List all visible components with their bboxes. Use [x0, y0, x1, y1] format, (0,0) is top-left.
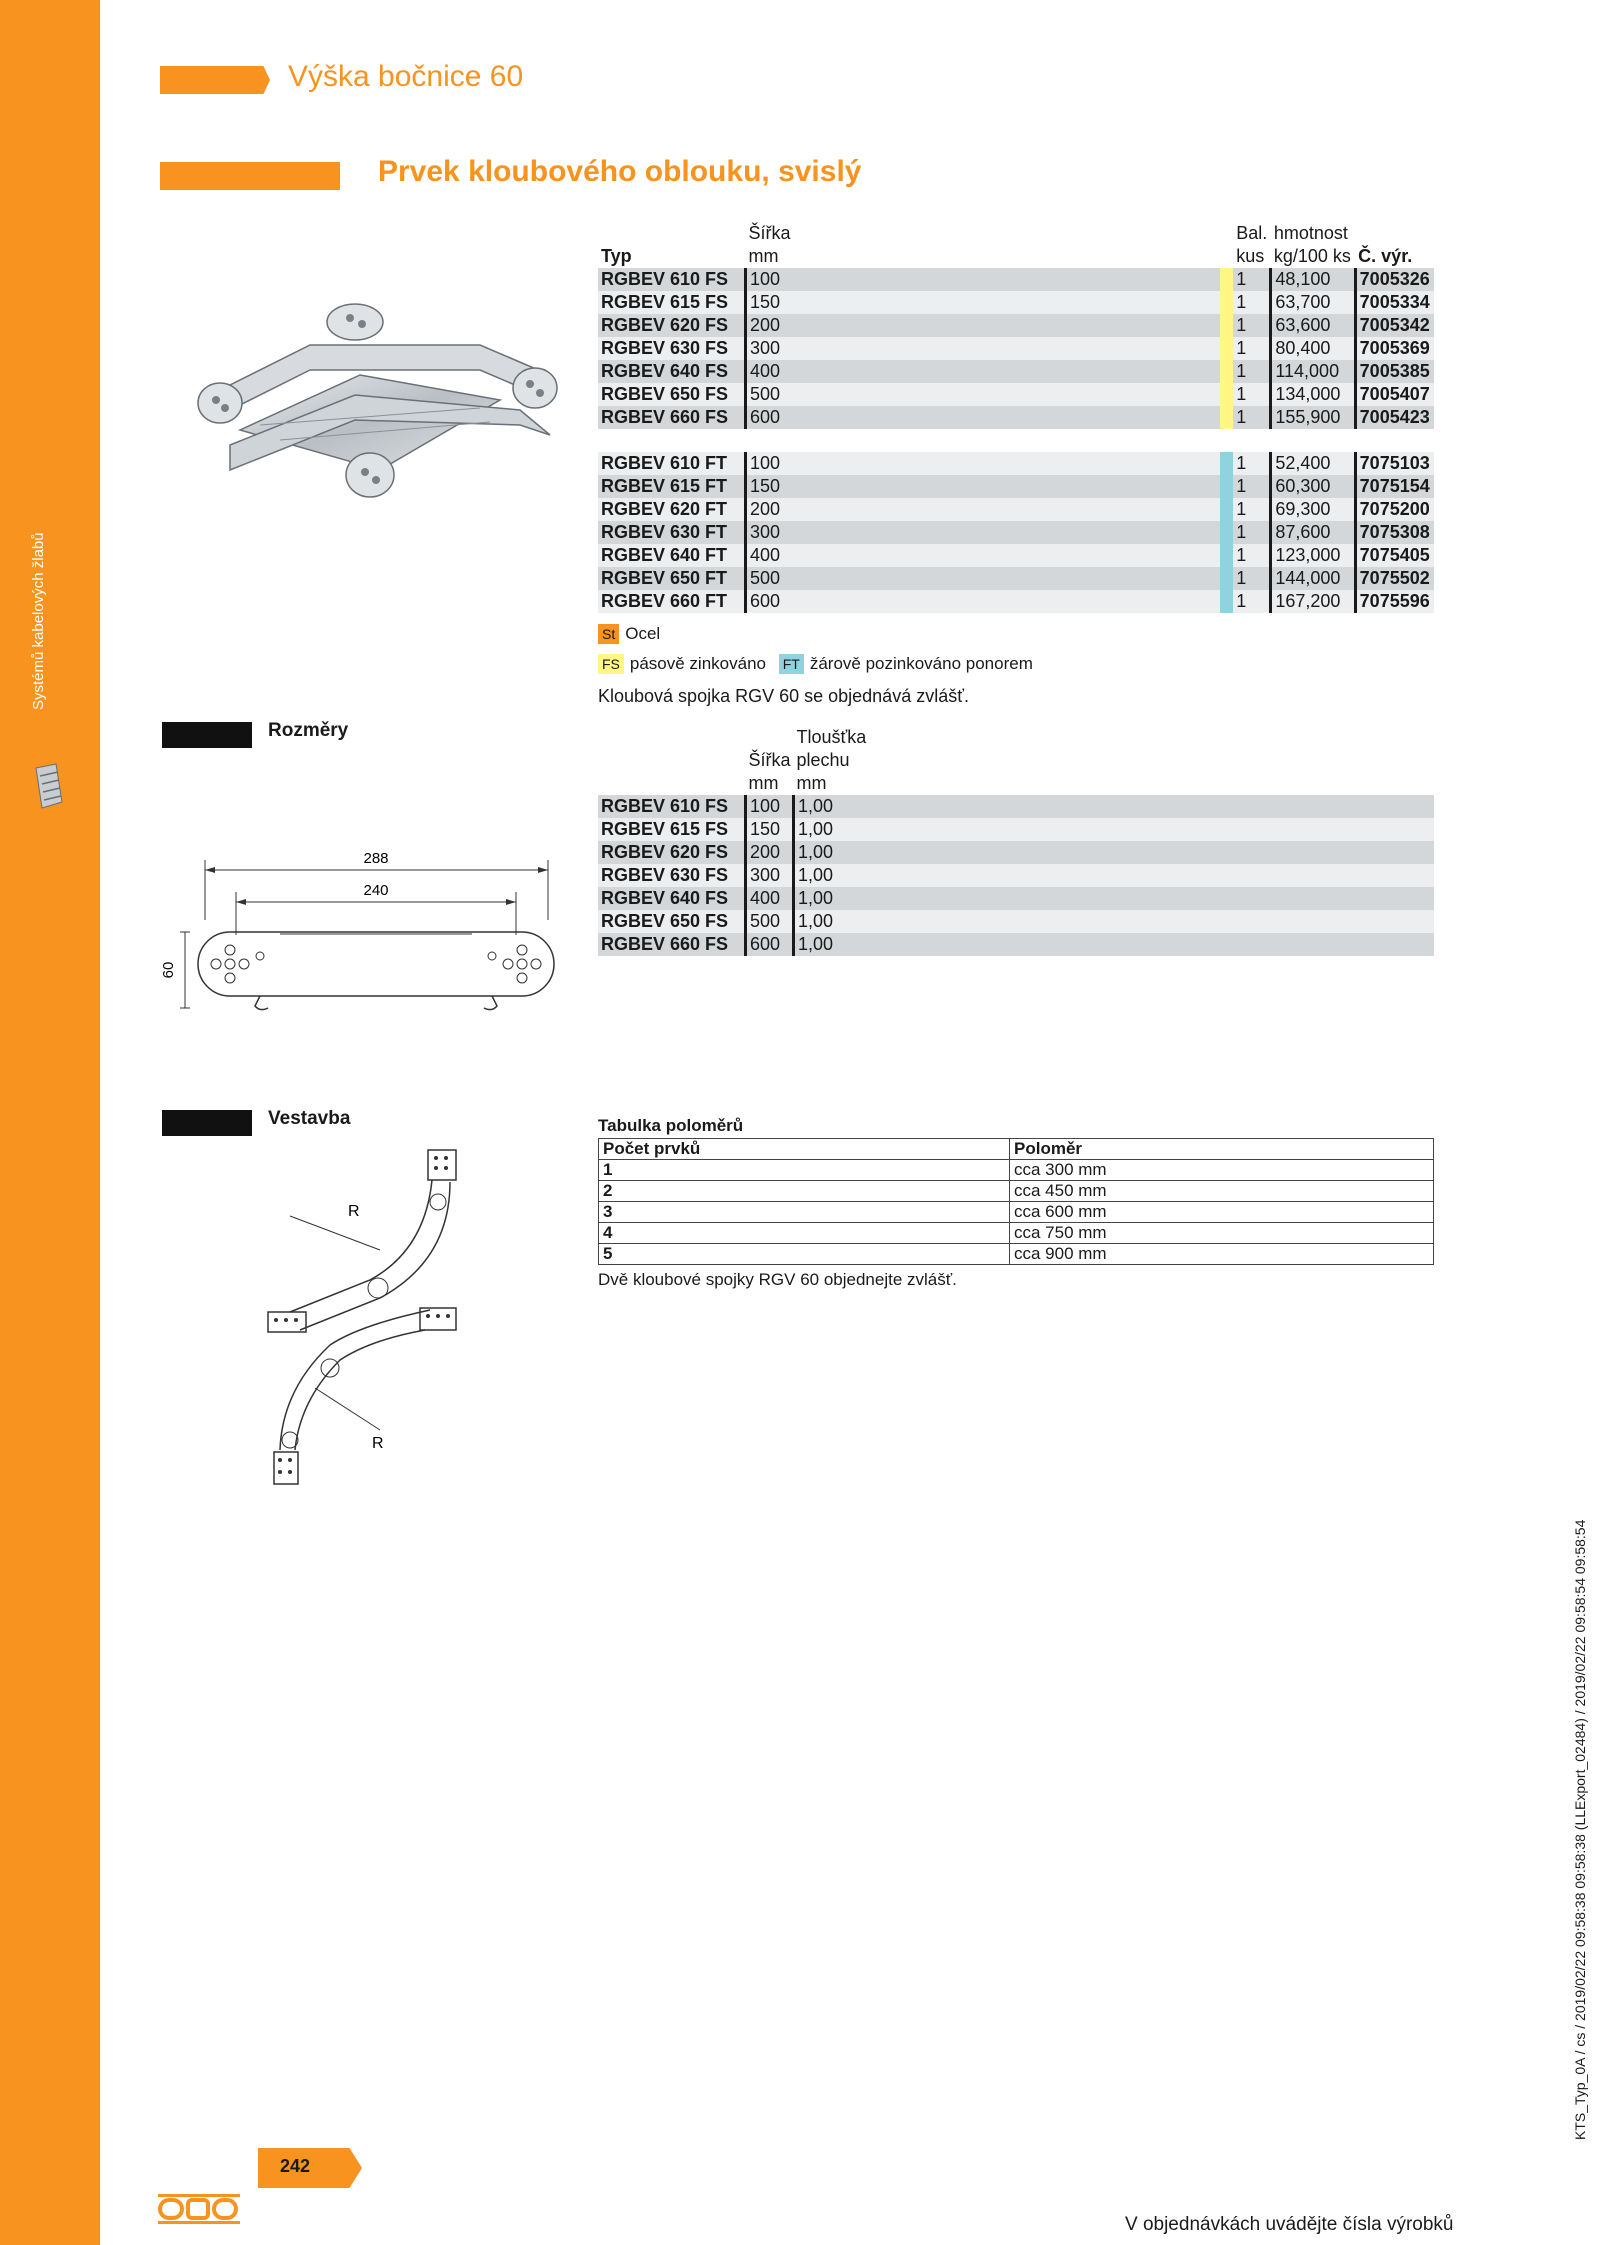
radius-label-1: R [348, 1203, 360, 1220]
sidebar-label: Systémů kabelových žlabů [30, 532, 47, 710]
dim-288: 288 [363, 850, 389, 867]
table-row: RGBEV 630 FT 300 1 87,600 7075308 [598, 521, 1434, 544]
product-image [190, 300, 570, 515]
table-row: 5 cca 900 mm [599, 1244, 1434, 1265]
sidebar [0, 0, 100, 2245]
dimension-table [598, 726, 1434, 956]
footer-text: V objednávkách uvádějte čísla výrobků [1125, 2214, 1454, 2235]
table-row: RGBEV 630 FS 300 1 80,400 7005369 [598, 337, 1434, 360]
radius-label-2: R [372, 1435, 384, 1452]
table-row: RGBEV 660 FS 600 1 155,900 7005423 [598, 406, 1434, 429]
table-row: RGBEV 610 FT 100 1 52,400 7075103 [598, 452, 1434, 475]
col-sirka: Šířka mm [748, 750, 791, 793]
col-bal: Bal. kus [1236, 223, 1268, 266]
obo-logo [158, 2194, 240, 2224]
rozmery-bar [162, 722, 252, 748]
dimension-drawing [160, 840, 600, 1040]
radius-table [598, 1138, 1434, 1265]
ft-badge: FT [779, 654, 804, 674]
table-row: RGBEV 615 FT 150 1 60,300 7075154 [598, 475, 1434, 498]
table-header [598, 222, 1434, 268]
dim-240: 240 [363, 882, 389, 899]
table-header: Počet prvků Poloměr [599, 1139, 1434, 1160]
table-row: RGBEV 650 FS 500 1,00 [598, 910, 1434, 933]
radius-table-title: Tabulka poloměrů [598, 1116, 744, 1135]
legend-finish: FS pásově zinkováno FT žárově pozinkováno ponorem [598, 654, 1033, 674]
table-row: 2 cca 450 mm [599, 1181, 1434, 1202]
table-row: RGBEV 660 FT 600 1 167,200 7075596 [598, 590, 1434, 613]
fs-badge: FS [598, 654, 624, 674]
col-tloustka: Tloušťka plechu mm [796, 727, 867, 793]
table-row: RGBEV 640 FS 400 1 114,000 7005385 [598, 360, 1434, 383]
table-row: RGBEV 640 FS 400 1,00 [598, 887, 1434, 910]
document-meta: KTS_Typ_0A / cs / 2019/02/22 09:58:38 09:58:38 (LLExport_02484) / 2019/02/22 09:58:54 09:58:54 [1572, 1519, 1588, 2140]
table-row: RGBEV 630 FS 300 1,00 [598, 864, 1434, 887]
table-row: 1 cca 300 mm [599, 1160, 1434, 1181]
section-heading: Výška bočnice 60 [288, 60, 524, 93]
vestavba-heading: Vestavba [268, 1108, 351, 1129]
vestavba-bar [162, 1110, 252, 1136]
rozmery-heading: Rozměry [268, 720, 349, 741]
product-table [598, 222, 1434, 613]
page-number: 242 [280, 2156, 311, 2176]
table-row: RGBEV 620 FS 200 1,00 [598, 841, 1434, 864]
table-row: 3 cca 600 mm [599, 1202, 1434, 1223]
table-row: RGBEV 640 FT 400 1 123,000 7075405 [598, 544, 1434, 567]
table-row: 4 cca 750 mm [599, 1223, 1434, 1244]
table-row: RGBEV 615 FS 150 1 63,700 7005334 [598, 291, 1434, 314]
table-row: RGBEV 610 FS 100 1 48,100 7005326 [598, 268, 1434, 291]
page-title: Prvek kloubového oblouku, svislý [378, 155, 862, 188]
col-cislo: Č. výr. [1358, 246, 1413, 266]
table-row: RGBEV 615 FS 150 1,00 [598, 818, 1434, 841]
table-row: RGBEV 650 FT 500 1 144,000 7075502 [598, 567, 1434, 590]
title-bar [160, 162, 340, 190]
radius-note: Dvě kloubové spojky RGV 60 objednejte zvlášť. [598, 1270, 957, 1289]
cable-tray-icon [34, 762, 64, 810]
table-row: RGBEV 610 FS 100 1,00 [598, 795, 1434, 818]
installation-drawing [260, 1140, 480, 1500]
table-header [598, 726, 1434, 795]
table-row: RGBEV 620 FT 200 1 69,300 7075200 [598, 498, 1434, 521]
st-badge: St [598, 624, 619, 644]
header-tab [160, 66, 270, 94]
dim-60: 60 [160, 961, 177, 979]
order-note: Kloubová spojka RGV 60 se objednává zvlášť. [598, 686, 969, 706]
table-row: RGBEV 660 FS 600 1,00 [598, 933, 1434, 956]
table-row: RGBEV 650 FS 500 1 134,000 7005407 [598, 383, 1434, 406]
col-sirka: Šířka mm [748, 223, 791, 266]
legend-material: St Ocel [598, 624, 660, 644]
table-row: RGBEV 620 FS 200 1 63,600 7005342 [598, 314, 1434, 337]
col-hmotnost: hmotnost kg/100 ks [1273, 223, 1351, 266]
col-typ: Typ [601, 246, 632, 266]
